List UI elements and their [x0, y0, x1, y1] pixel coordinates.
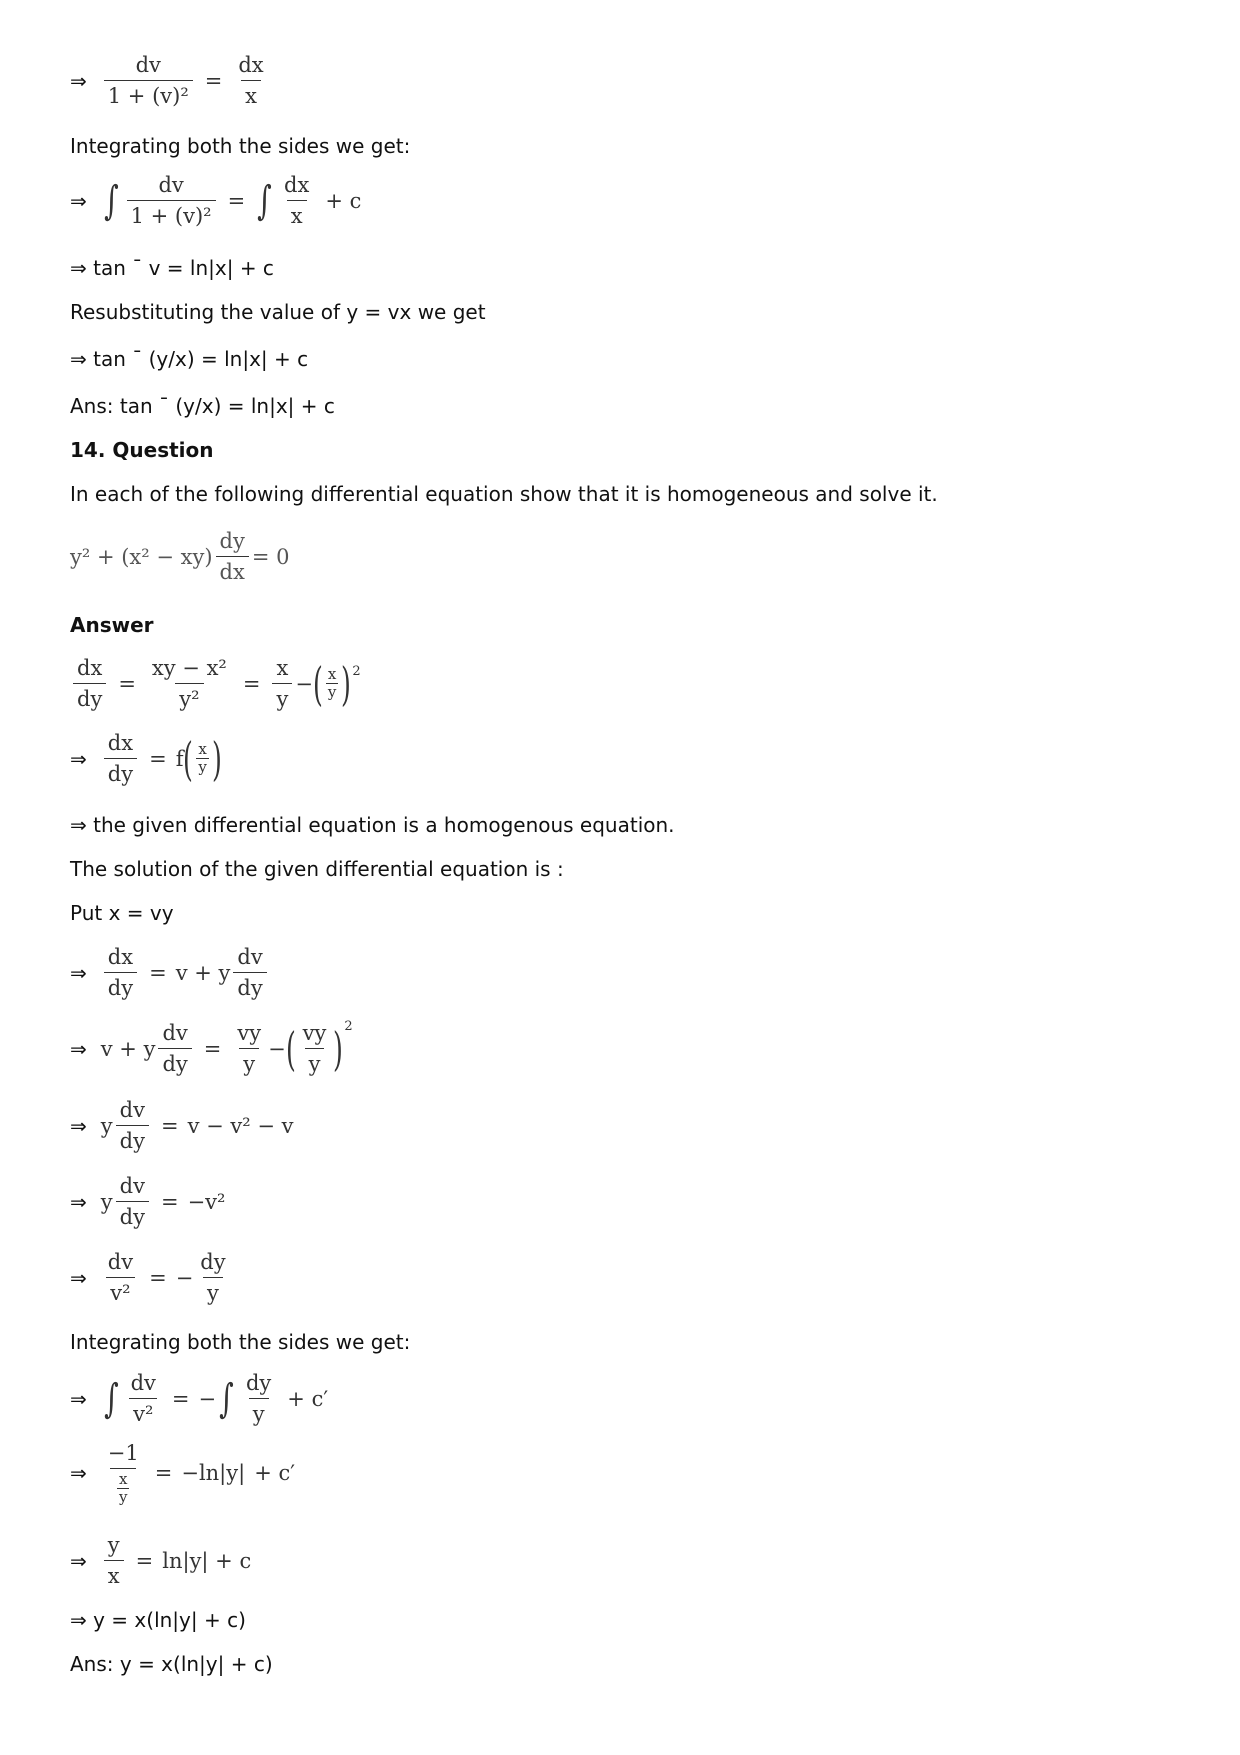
- equals-zero: = 0: [251, 544, 290, 569]
- implies-arrow: ⇒: [70, 1113, 87, 1138]
- numerator: dv: [119, 1174, 145, 1198]
- numerator: dv: [107, 1250, 134, 1274]
- numerator: x: [327, 665, 337, 683]
- denominator: dx: [216, 556, 249, 585]
- implies-arrow: ⇒: [70, 1036, 87, 1061]
- denominator: y: [305, 1048, 325, 1077]
- right-paren: ): [341, 656, 352, 711]
- equation-simplify: [70, 1097, 293, 1154]
- fraction: [104, 730, 137, 787]
- equation-neg-v2: [70, 1173, 225, 1230]
- equation-integrated: [70, 1440, 304, 1506]
- equals-sign: =: [203, 1036, 222, 1061]
- numerator: dv: [237, 945, 263, 969]
- denominator: y: [239, 1048, 259, 1077]
- implies-arrow: ⇒: [70, 1386, 87, 1411]
- denominator: y: [249, 1398, 269, 1427]
- equation-homogeneous-form: [70, 730, 222, 787]
- term: v − v² − v: [187, 1113, 294, 1138]
- denominator: x: [104, 1560, 124, 1589]
- fraction: [196, 1249, 229, 1306]
- equation-dx-dy-ratio: [70, 655, 361, 712]
- answer-heading: Answer: [70, 613, 154, 637]
- question-heading: 14. Question: [70, 438, 214, 462]
- equation-lhs: y² + (x² − xy): [70, 544, 213, 569]
- question-equation: [70, 528, 289, 585]
- numerator: dx: [284, 173, 310, 197]
- denominator: v²: [106, 1277, 134, 1306]
- fraction: [117, 1471, 129, 1506]
- implies-arrow: ⇒: [70, 746, 87, 771]
- left-paren: (: [285, 1021, 296, 1076]
- implies-arrow: ⇒: [70, 960, 87, 985]
- denominator: v²: [129, 1398, 157, 1427]
- equals-sign: =: [149, 1265, 167, 1290]
- right-paren: ): [333, 1021, 344, 1076]
- denominator: x: [287, 200, 307, 229]
- term: y: [100, 1189, 113, 1214]
- equation-dv-over-1-plus-v2: [70, 52, 271, 109]
- fraction: [216, 528, 249, 585]
- denominator: dy: [233, 972, 266, 1001]
- implies-arrow: ⇒: [70, 1548, 87, 1573]
- denominator: 1 + (v)²: [104, 80, 193, 109]
- function-f: f: [175, 746, 184, 771]
- integral-sign: ∫: [103, 177, 119, 224]
- equals-sign: =: [160, 1189, 179, 1214]
- fraction: [116, 1173, 149, 1230]
- exponent: 2: [344, 1019, 353, 1034]
- numerator: dv: [158, 173, 184, 197]
- equals-sign: =: [171, 1386, 190, 1411]
- term: v + y: [175, 960, 231, 985]
- equals-sign: =: [154, 1461, 173, 1485]
- minus-sign: −: [175, 1265, 194, 1290]
- equation-integrate: [70, 1370, 337, 1427]
- implies-arrow: ⇒: [70, 188, 87, 213]
- denominator: dy: [158, 1048, 191, 1077]
- plus-constant: + c′: [287, 1386, 329, 1411]
- fraction: [148, 655, 231, 712]
- text-line: ⇒ tan ˉ v = ln|x| + c: [70, 256, 274, 280]
- denominator: dy: [73, 683, 106, 712]
- minus-sign: −: [295, 671, 313, 696]
- numerator: x: [119, 1470, 128, 1488]
- fraction: [196, 741, 208, 776]
- denominator: y²: [175, 683, 203, 712]
- term: y: [100, 1113, 113, 1138]
- denominator: x: [241, 80, 261, 109]
- text-line: The solution of the given differential equation is :: [70, 857, 564, 881]
- fraction: [104, 1249, 137, 1306]
- fraction: [233, 1020, 265, 1077]
- fraction: [127, 172, 216, 229]
- equation-integral-v: [70, 172, 370, 229]
- numerator: dy: [200, 1250, 226, 1274]
- equals-sign: =: [160, 1113, 179, 1138]
- text-line: ⇒ tan ˉ (y/x) = ln|x| + c: [70, 347, 309, 371]
- equation-substitution: [70, 944, 270, 1001]
- fraction: [233, 944, 266, 1001]
- answer-line: Ans: y = x(ln|y| + c): [70, 1652, 273, 1676]
- text-line: Integrating both the sides we get:: [70, 134, 411, 158]
- denominator: y: [327, 683, 337, 701]
- integral-sign: ∫: [219, 1375, 234, 1422]
- numerator: y: [107, 1533, 120, 1557]
- fraction: [326, 666, 338, 701]
- numerator: dv: [119, 1098, 145, 1122]
- numerator: dx: [238, 53, 264, 77]
- equals-sign: =: [149, 746, 167, 771]
- exponent: 2: [352, 664, 361, 679]
- numerator: vy: [237, 1021, 262, 1045]
- minus-sign: −: [268, 1036, 286, 1061]
- text-line: Put x = vy: [70, 901, 174, 925]
- denominator: 1 + (v)²: [127, 200, 216, 229]
- term: ln|y| + c: [162, 1548, 252, 1573]
- implies-arrow: ⇒: [70, 1461, 87, 1485]
- term: v + y: [100, 1036, 156, 1061]
- question-text: In each of the following differential equation show that it is homogeneous and solve it.: [70, 482, 938, 506]
- integral-sign: ∫: [103, 1375, 119, 1422]
- text-line: ⇒ y = x(ln|y| + c): [70, 1608, 246, 1632]
- equals-sign: =: [242, 671, 261, 696]
- numerator: x: [276, 656, 289, 680]
- fraction: [272, 655, 292, 712]
- denominator: dy: [104, 972, 137, 1001]
- integral-sign: ∫: [257, 177, 272, 224]
- implies-arrow: ⇒: [70, 1265, 87, 1290]
- numerator: dy: [245, 1371, 272, 1395]
- plus-constant: + c: [325, 188, 362, 213]
- numerator: dx: [107, 731, 134, 755]
- equation-separated: [70, 1249, 233, 1306]
- equation-substituted: [70, 1020, 353, 1077]
- numerator: dx: [107, 945, 134, 969]
- denominator: y: [198, 758, 207, 776]
- denominator: y: [203, 1277, 223, 1306]
- denominator: dy: [116, 1125, 149, 1154]
- term: −v²: [187, 1189, 226, 1214]
- minus-sign: −: [198, 1386, 217, 1411]
- equals-sign: =: [149, 960, 167, 985]
- text-line: Resubstituting the value of y = vx we get: [70, 300, 486, 324]
- fraction: [234, 52, 267, 109]
- left-paren: (: [183, 731, 194, 786]
- equals-sign: =: [135, 1548, 154, 1573]
- denominator: dy: [104, 758, 137, 787]
- plus-constant: + c′: [254, 1461, 296, 1485]
- fraction: [104, 1532, 124, 1589]
- numerator: dv: [162, 1021, 188, 1045]
- fraction: [104, 1440, 143, 1506]
- term: −ln|y|: [181, 1461, 246, 1485]
- implies-arrow: ⇒: [70, 68, 87, 93]
- text-line: Integrating both the sides we get:: [70, 1330, 411, 1354]
- numerator: −1: [107, 1441, 139, 1465]
- text-line: ⇒ the given differential equation is a homogenous equation.: [70, 813, 675, 837]
- equals-sign: =: [118, 671, 136, 696]
- numerator: dv: [135, 53, 161, 77]
- equals-sign: =: [227, 188, 246, 213]
- fraction: [299, 1020, 331, 1077]
- equation-final-form: [70, 1532, 251, 1589]
- numerator: vy: [302, 1021, 327, 1045]
- implies-arrow: ⇒: [70, 1189, 87, 1214]
- fraction: [73, 655, 106, 712]
- denominator: dy: [116, 1201, 149, 1230]
- right-paren: ): [211, 731, 222, 786]
- denominator: y: [119, 1488, 128, 1506]
- fraction: [280, 172, 313, 229]
- fraction: [158, 1020, 191, 1077]
- fraction: [127, 1370, 160, 1427]
- fraction: [104, 52, 193, 109]
- fraction: [116, 1097, 149, 1154]
- denominator: y: [272, 683, 292, 712]
- numerator: xy − x²: [151, 656, 227, 680]
- equals-sign: =: [204, 68, 223, 93]
- fraction: [104, 944, 137, 1001]
- numerator: dy: [219, 529, 245, 553]
- numerator: dx: [77, 656, 103, 680]
- fraction: [242, 1370, 275, 1427]
- denominator: [110, 1468, 136, 1506]
- text-line: Ans: tan ˉ (y/x) = ln|x| + c: [70, 394, 335, 418]
- left-paren: (: [312, 656, 323, 711]
- numerator: x: [198, 740, 207, 758]
- numerator: dv: [130, 1371, 156, 1395]
